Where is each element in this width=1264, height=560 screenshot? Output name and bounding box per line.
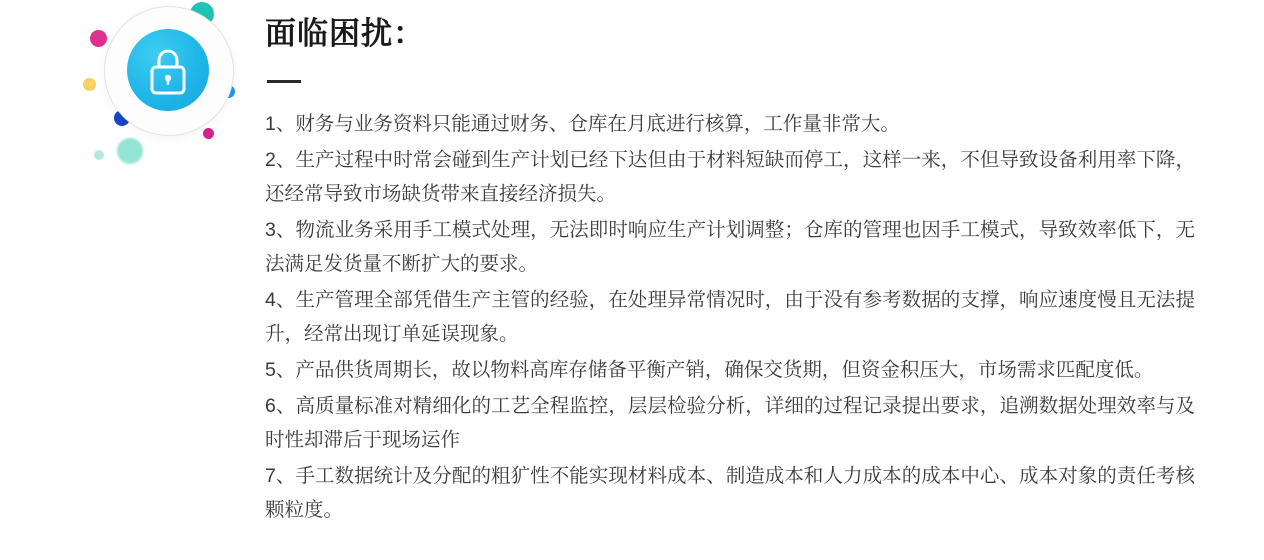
- page-title: 面临困扰：: [265, 16, 425, 51]
- problem-list: [265, 107, 1195, 527]
- decorative-dot-palemint: [94, 150, 104, 160]
- decorative-dot-pink: [203, 128, 214, 139]
- illustration: [62, 0, 262, 180]
- content-column: [265, 14, 1195, 529]
- list-item: 2、生产过程中时常会碰到生产计划已经下达但由于材料短缺而停工，这样一来，不但导致设备利用率下降，还经常导致市场缺货带来直接经济损失。: [265, 149, 1195, 205]
- list-item: 6、高质量标准对精细化的工艺全程监控，层层检验分析，详细的过程记录提出要求，追溯数据处理效率与及时性却滞后于现场运作: [265, 395, 1195, 451]
- list-item: 3、物流业务采用手工模式处理，无法即时响应生产计划调整；仓库的管理也因手工模式，导致效率低下，无法满足发货量不断扩大的要求。: [265, 219, 1195, 275]
- decorative-dot-magenta: [90, 30, 107, 47]
- decorative-dot-mint: [117, 138, 143, 164]
- list-item: 5、产品供货周期长，故以物料高库存储备平衡产销，确保交货期，但资金积压大，市场需求匹配度低。: [265, 359, 1154, 381]
- list-item: 4、生产管理全部凭借生产主管的经验，在处理异常情况时，由于没有参考数据的支撑，响应速度慢且无法提升，经常出现订单延误现象。: [265, 289, 1195, 345]
- lock-icon: [127, 29, 209, 111]
- list-item: 1、财务与业务资料只能通过财务、仓库在月底进行核算，工作量非常大。: [265, 113, 900, 135]
- decorative-dot-yellow: [83, 78, 96, 91]
- title-underline-divider: [267, 80, 301, 83]
- list-item: 7、手工数据统计及分配的粗犷性不能实现材料成本、制造成本和人力成本的成本中心、成本对象的责任考核颗粒度。: [265, 465, 1195, 521]
